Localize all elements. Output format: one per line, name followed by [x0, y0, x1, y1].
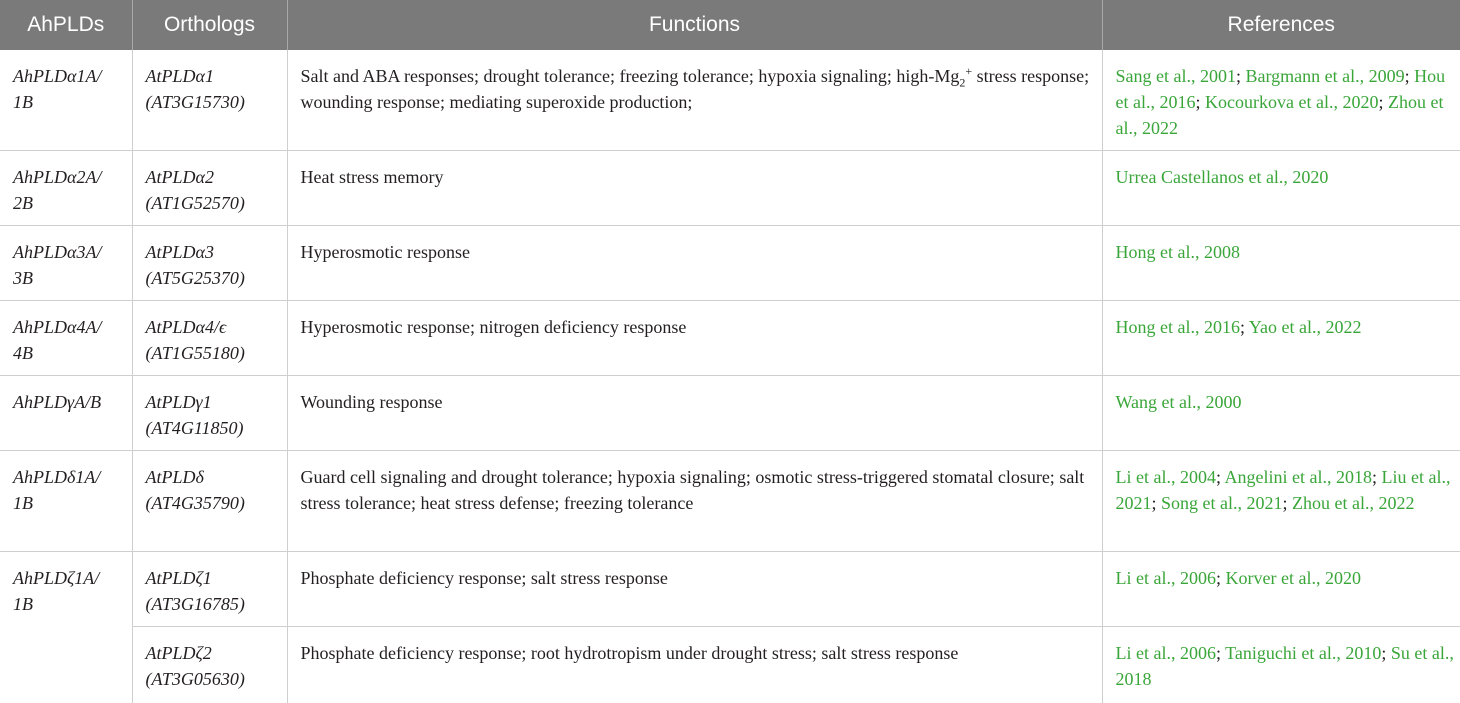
ortholog-id: (AT5G25370) — [145, 268, 245, 288]
ortholog-name: AtPLDζ2 — [145, 643, 212, 663]
ahpld-cell — [0, 376, 132, 451]
references-cell: Sang et al., 2001; Bargmann et al., 2009; Hou et al., 2016; Kocourkova et al., 2020; Zhou et al., 2022 — [1102, 50, 1460, 151]
functions-cell: Heat stress memory — [287, 151, 1102, 226]
ahpld-name: AhPLDα1A/ — [13, 66, 102, 86]
ahpld-name: 1B — [13, 92, 33, 112]
header-references: References — [1102, 0, 1460, 50]
ahpld-name: AhPLDα2A/ — [13, 167, 102, 187]
reference-link[interactable]: Taniguchi et al., 2010 — [1225, 643, 1382, 663]
ortholog-name: AtPLDα1 — [145, 66, 214, 86]
references-cell: Li et al., 2004; Angelini et al., 2018; Liu et al., 2021; Song et al., 2021; Zhou et al., 2022 — [1102, 451, 1460, 552]
ortholog-id: (AT3G15730) — [145, 92, 245, 112]
references-cell: Li et al., 2006; Korver et al., 2020 — [1102, 552, 1460, 627]
reference-link[interactable]: Zhou et al., 2022 — [1292, 493, 1415, 513]
reference-link[interactable]: Kocourkova et al., 2020 — [1205, 92, 1379, 112]
references-cell: Li et al., 2006; Taniguchi et al., 2010; Su et al., 2018 — [1102, 627, 1460, 703]
ahpld-name: AhPLDγA/B — [13, 392, 102, 412]
references-cell — [1102, 226, 1460, 301]
ahpld-name: 3B — [13, 268, 33, 288]
table-row — [0, 226, 1460, 301]
table-row — [0, 451, 1460, 552]
ortholog-id: (AT3G16785) — [145, 594, 245, 614]
ortholog-name: AtPLDζ1 — [145, 568, 212, 588]
header-functions: Functions — [287, 0, 1102, 50]
reference-link[interactable]: Sang et al., 2001 — [1115, 66, 1236, 86]
ahpld-cell — [0, 151, 132, 226]
ahpld-name: 1B — [13, 493, 33, 513]
reference-link[interactable]: Wang et al., 2000 — [1115, 392, 1242, 412]
reference-link[interactable]: Hong et al., 2016 — [1115, 317, 1240, 337]
references-cell — [1102, 151, 1460, 226]
functions-cell: Phosphate deficiency response; root hydrotropism under drought stress; salt stress response — [287, 627, 1102, 703]
reference-link[interactable]: Korver et al., 2020 — [1225, 568, 1361, 588]
ahpld-cell — [0, 226, 132, 301]
ortholog-name: AtPLDα3 — [145, 242, 214, 262]
ahpld-name: 2B — [13, 193, 33, 213]
ortholog-cell — [132, 451, 287, 552]
functions-subscript: 2 — [959, 75, 966, 90]
functions-cell: Hyperosmotic response — [287, 226, 1102, 301]
header-orthologs: Orthologs — [132, 0, 287, 50]
ortholog-id: (AT1G52570) — [145, 193, 245, 213]
ortholog-id: (AT4G11850) — [145, 418, 244, 438]
ortholog-cell — [132, 376, 287, 451]
functions-text: stress response; wounding response; mediating superoxide production; — [300, 66, 1090, 112]
ortholog-name: AtPLDγ1 — [145, 392, 212, 412]
reference-link[interactable]: Su et al., 2018 — [1115, 643, 1454, 689]
ahpld-name: AhPLDζ1A/ — [13, 568, 100, 588]
reference-link[interactable]: Bargmann et al., 2009 — [1245, 66, 1405, 86]
functions-text: Salt and ABA responses; drought tolerance; freezing tolerance; hypoxia signaling; high-Mg — [300, 66, 960, 86]
reference-link[interactable]: Hong et al., 2008 — [1115, 242, 1240, 262]
ahpld-name: AhPLDα3A/ — [13, 242, 102, 262]
reference-link[interactable]: Angelini et al., 2018 — [1224, 467, 1372, 487]
ahpld-name: 4B — [13, 343, 33, 363]
functions-cell: Wounding response — [287, 376, 1102, 451]
header-ahplds: AhPLDs — [0, 0, 132, 50]
functions-cell: Hyperosmotic response; nitrogen deficiency response — [287, 301, 1102, 376]
ahpld-cell — [0, 50, 132, 151]
ortholog-name: AtPLDα4/ϵ — [145, 317, 227, 337]
table-row — [0, 627, 1460, 703]
ortholog-id: (AT3G05630) — [145, 669, 245, 689]
reference-link[interactable]: Hou et al., 2016 — [1115, 66, 1446, 112]
references-cell: Hong et al., 2016; Yao et al., 2022 — [1102, 301, 1460, 376]
reference-link[interactable]: Song et al., 2021 — [1161, 493, 1283, 513]
reference-link[interactable]: Urrea Castellanos et al., 2020 — [1115, 167, 1329, 187]
table-row — [0, 50, 1460, 151]
table-row — [0, 376, 1460, 451]
reference-link[interactable]: Li et al., 2006 — [1115, 643, 1216, 663]
functions-cell — [287, 50, 1102, 151]
functions-superscript: + — [965, 64, 973, 78]
ahpld-cell — [0, 301, 132, 376]
header-row — [0, 0, 1460, 50]
ahpld-name: 1B — [13, 594, 33, 614]
ahpld-name: AhPLDδ1A/ — [13, 467, 101, 487]
table-row — [0, 151, 1460, 226]
ortholog-cell — [132, 552, 287, 627]
ortholog-cell — [132, 50, 287, 151]
functions-cell: Guard cell signaling and drought tolerance; hypoxia signaling; osmotic stress-triggered stomatal closure; salt stress tolerance; heat stress defense; freezing tolerance — [287, 451, 1102, 552]
table-row — [0, 301, 1460, 376]
reference-link[interactable]: Liu et al., 2021 — [1115, 467, 1451, 513]
ortholog-name: AtPLDδ — [145, 467, 204, 487]
ahpld-name: AhPLDα4A/ — [13, 317, 102, 337]
ortholog-name: AtPLDα2 — [145, 167, 214, 187]
ortholog-cell — [132, 226, 287, 301]
ortholog-cell — [132, 627, 287, 703]
reference-link[interactable]: Zhou et al., 2022 — [1115, 92, 1444, 138]
table-row — [0, 552, 1460, 627]
reference-link[interactable]: Li et al., 2004 — [1115, 467, 1216, 487]
reference-link[interactable]: Yao et al., 2022 — [1248, 317, 1362, 337]
reference-link[interactable]: Li et al., 2006 — [1115, 568, 1216, 588]
ortholog-cell — [132, 301, 287, 376]
ortholog-id: (AT1G55180) — [145, 343, 245, 363]
functions-cell: Phosphate deficiency response; salt stress response — [287, 552, 1102, 627]
ortholog-id: (AT4G35790) — [145, 493, 245, 513]
ahpld-cell — [0, 552, 132, 703]
ortholog-cell — [132, 151, 287, 226]
references-cell — [1102, 376, 1460, 451]
ahpld-cell — [0, 451, 132, 552]
